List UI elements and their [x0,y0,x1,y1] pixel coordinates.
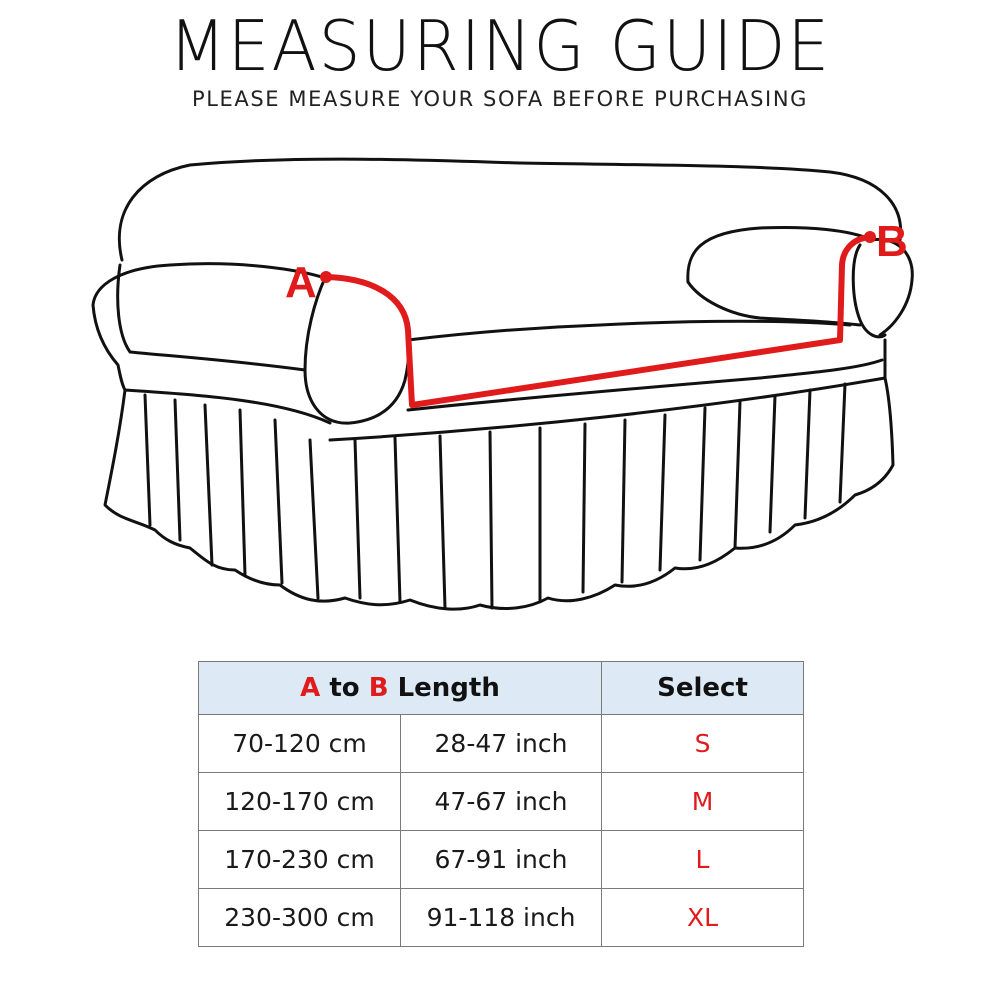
table-row [199,773,804,831]
size-cell: L [602,831,804,889]
length-cm-cell: 120-170 cm [199,773,401,831]
table-row [199,889,804,947]
point-b-marker [864,231,876,243]
length-inch-cell: 47-67 inch [401,773,602,831]
size-table [198,661,804,947]
length-column-header [199,662,602,715]
size-cell: XL [602,889,804,947]
header-a-letter: A [300,673,321,703]
page-subtitle: PLEASE MEASURE YOUR SOFA BEFORE PURCHASING [191,87,809,111]
point-b-label: B [876,217,908,266]
header-b-letter: B [368,673,389,703]
sofa-backrest [119,159,900,260]
length-inch-cell: 28-47 inch [401,715,602,773]
header-to-word: to [329,673,360,703]
size-cell: S [602,715,804,773]
size-cell: M [602,773,804,831]
sofa-seat [408,321,850,340]
point-a-marker [320,271,332,283]
table-row [199,831,804,889]
length-inch-cell: 91-118 inch [401,889,602,947]
length-cm-cell: 170-230 cm [199,831,401,889]
table-row [199,715,804,773]
header-length-word: Length [397,673,500,703]
size-table-header-row [199,662,804,715]
select-column-header: Select [602,662,804,715]
length-cm-cell: 230-300 cm [199,889,401,947]
point-a-label: A [285,258,317,307]
length-inch-cell: 67-91 inch [401,831,602,889]
length-cm-cell: 70-120 cm [199,715,401,773]
page-title: MEASURING GUIDE [168,6,832,87]
